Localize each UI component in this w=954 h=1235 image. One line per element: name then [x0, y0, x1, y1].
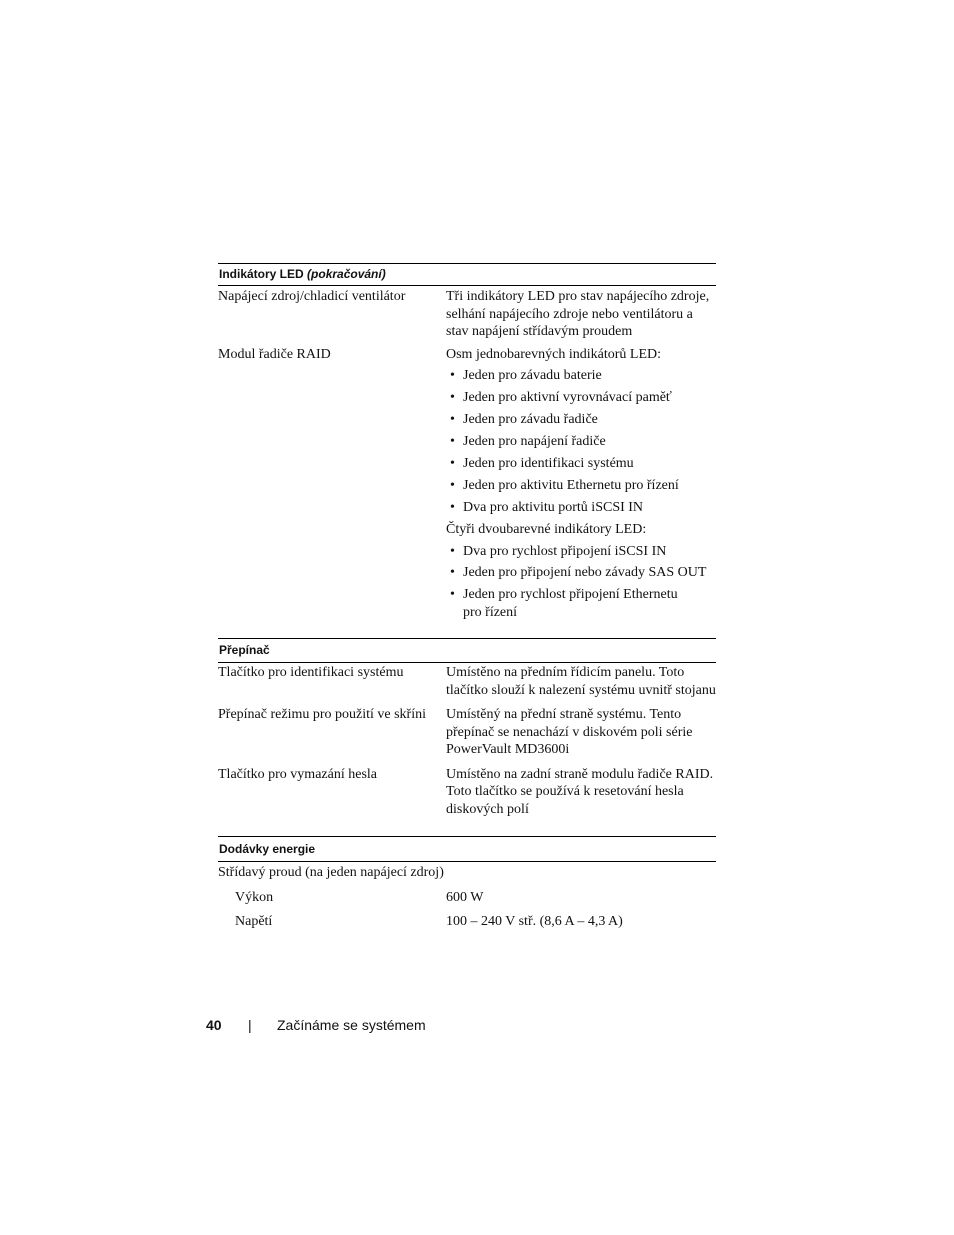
switch-section-title: Přepínač: [219, 643, 270, 658]
power-ac-label: Střídavý proud (na jeden napájecí zdroj): [218, 865, 444, 881]
switch-label: Přepínač režimu pro použití ve skříni: [218, 707, 426, 723]
spec-table: [218, 263, 716, 931]
list-item: • Dva pro rychlost připojení iSCSI IN: [450, 543, 667, 559]
psu-row: [218, 288, 716, 341]
bullet-icon: •: [450, 499, 455, 515]
bullet-icon: •: [450, 565, 455, 581]
switch-label: Tlačítko pro identifikaci systému: [218, 665, 404, 681]
power-ac-row: [218, 864, 716, 882]
list-item: • Jeden pro identifikaci systému: [450, 455, 634, 471]
raid-label: Modul řadiče RAID: [218, 346, 331, 362]
voltage-label: Napětí: [235, 914, 273, 930]
page-number: 40: [206, 1017, 222, 1033]
footer-title: Začínáme se systémem: [277, 1017, 426, 1033]
list-item: • Jeden pro závadu řadiče: [450, 412, 598, 428]
switch-label: Tlačítko pro vymazání hesla: [218, 766, 377, 782]
list-item: • Jeden pro aktivitu Ethernetu pro řízení: [450, 477, 679, 493]
power-section-title: Dodávky energie: [219, 842, 316, 857]
psu-value: Tři indikátory LED pro stav napájecího zdroje, selhání napájecího zdroje nebo ventilátoru a stav napájení střídavým proudem: [446, 289, 710, 339]
bullet-icon: •: [450, 434, 455, 450]
switch-section-header: [218, 638, 716, 663]
footer-separator: |: [248, 1017, 252, 1033]
switch-row: [218, 664, 716, 699]
wattage-label: Výkon: [235, 889, 274, 905]
power-voltage-row: [218, 913, 716, 931]
bullet-icon: •: [450, 368, 455, 384]
raid-value: [446, 346, 716, 622]
list-item: • Jeden pro aktivní vyrovnávací paměť: [450, 390, 672, 406]
switch-row: [218, 766, 716, 819]
switch-value: Umístěno na předním řídicím panelu. Toto tlačítko slouží k nalezení systému uvnitř stojanu: [446, 665, 716, 698]
switch-value: Umístěno na zadní straně modulu řadiče RAID. Toto tlačítko se používá k resetování hesla diskových polí: [446, 766, 714, 817]
power-wattage-row: [218, 889, 716, 907]
bullet-icon: •: [450, 412, 455, 428]
bullet-icon: •: [450, 455, 455, 471]
bullet-icon: •: [450, 477, 455, 493]
list-item: • Jeden pro rychlost připojení Ethernetu pro řízení: [450, 587, 678, 620]
led-section-title: Indikátory LED: [219, 267, 304, 281]
raid-row: [218, 346, 716, 622]
list-item: • Jeden pro připojení nebo závady SAS OUT: [450, 565, 707, 581]
raid-intro-dual: Čtyři dvoubarevné indikátory LED:: [446, 521, 647, 537]
power-section-header: [218, 836, 716, 862]
list-item: • Jeden pro závadu baterie: [450, 368, 602, 384]
list-item: • Jeden pro napájení řadiče: [450, 434, 606, 450]
list-item: • Dva pro aktivitu portů iSCSI IN: [450, 499, 644, 515]
psu-label: Napájecí zdroj/chladicí ventilátor: [218, 289, 406, 304]
switch-value: Umístěný na přední straně systému. Tento přepínač se nenachází v diskovém poli série PowerVault MD3600i: [446, 707, 693, 758]
bullet-icon: •: [450, 543, 455, 559]
bullet-icon: •: [450, 390, 455, 406]
bullet-icon: •: [450, 587, 455, 603]
led-section-suffix: (pokračování): [307, 267, 386, 281]
wattage-value: 600 W: [446, 889, 484, 905]
switch-row: [218, 706, 716, 759]
led-section-header: [218, 263, 716, 286]
voltage-value: 100 – 240 V stř. (8,6 A – 4,3 A): [446, 914, 623, 930]
raid-intro: Osm jednobarevných indikátorů LED:: [446, 346, 662, 362]
